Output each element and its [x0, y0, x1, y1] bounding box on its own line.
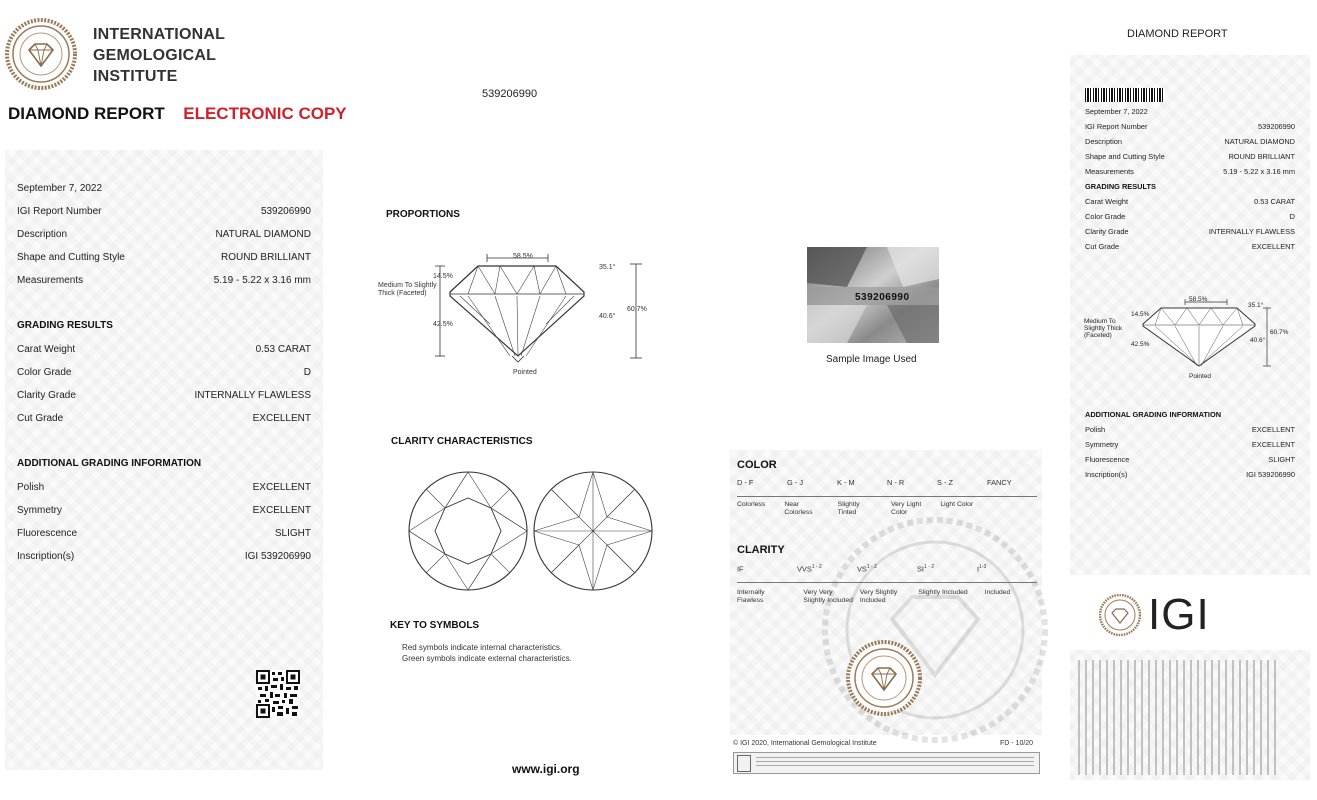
- report-date: September 7, 2022: [17, 183, 103, 194]
- summary-details: [1085, 104, 1295, 254]
- summary-row: Fluorescence SLIGHT: [1085, 455, 1295, 464]
- right-report-title: DIAMOND REPORT: [1127, 28, 1228, 40]
- girdle-thickness: Medium To Slightly Thick (Faceted): [378, 282, 437, 297]
- summary-crown-angle: 35.1°: [1248, 302, 1264, 309]
- summary-row: Measurements 5.19 - 5.22 x 3.16 mm: [1085, 167, 1295, 176]
- summary-row: Cut Grade EXCELLENT: [1085, 242, 1295, 251]
- clarity-scale-divider: [737, 582, 1037, 583]
- key-line-green: Green symbols indicate external characteristics.: [402, 654, 572, 663]
- clarity-desc: Internally Flawless: [737, 589, 765, 604]
- summary-pavilion-depth: 42.5%: [1131, 341, 1150, 348]
- rotated-fine-print: [1078, 660, 1278, 775]
- color-grade: FANCY: [987, 478, 1012, 487]
- clarity-desc: Very Very Slightly Included: [803, 589, 853, 604]
- summary-row: Shape and Cutting Style ROUND BRILLIANT: [1085, 152, 1295, 161]
- clarity-descriptions: [737, 589, 1037, 605]
- document-icon: [737, 755, 751, 772]
- key-to-symbols-heading: KEY TO SYMBOLS: [390, 620, 480, 631]
- grading-row: Carat Weight 0.53 CARAT: [17, 344, 311, 355]
- color-scale-divider: [737, 496, 1037, 497]
- summary-table-percent: 58.5%: [1189, 296, 1208, 303]
- summary-row: Description NATURAL DIAMOND: [1085, 137, 1295, 146]
- additional-row: Polish EXCELLENT: [17, 482, 311, 493]
- detail-row: Shape and Cutting Style ROUND BRILLIANT: [17, 252, 311, 263]
- color-desc: Light Color: [940, 501, 974, 508]
- igi-stamp-seal: [846, 640, 922, 716]
- summary-row: Clarity Grade INTERNALLY FLAWLESS: [1085, 227, 1295, 236]
- detail-row: Measurements 5.19 - 5.22 x 3.16 mm: [17, 275, 311, 286]
- key-line-red: Red symbols indicate internal characteristics.: [402, 643, 563, 652]
- detail-row: IGI Report Number 539206990: [17, 206, 311, 217]
- clarity-grade: SI$^{1 - 2}$: [917, 564, 934, 574]
- sample-caption: Sample Image Used: [826, 354, 917, 365]
- summary-total-depth: 60.7%: [1270, 329, 1289, 336]
- clarity-characteristics-heading: CLARITY CHARACTERISTICS: [391, 436, 533, 447]
- clarity-grade: IF: [737, 564, 744, 574]
- color-desc: Near Colorless: [784, 501, 813, 516]
- color-grade: D - F: [737, 478, 754, 487]
- igi-logo-text: IGI: [1148, 590, 1210, 639]
- crown-height: 14.5%: [433, 273, 453, 280]
- table-percent: 58.5%: [513, 253, 533, 260]
- additional-row: Symmetry EXCELLENT: [17, 505, 311, 516]
- total-depth: 60.7%: [627, 306, 647, 313]
- color-desc: Very Light Color: [890, 501, 922, 516]
- color-desc: Slightly Tinted: [837, 501, 860, 516]
- qr-code-icon[interactable]: [256, 670, 300, 718]
- logo-seal: [5, 18, 77, 90]
- clarity-desc: Slightly Included: [918, 589, 968, 596]
- summary-date: September 7, 2022: [1085, 107, 1148, 116]
- color-desc: Colorless: [737, 501, 766, 508]
- additional-row: Fluorescence SLIGHT: [17, 528, 311, 539]
- grading-row: Cut Grade EXCELLENT: [17, 413, 311, 424]
- electronic-copy-label: ELECTRONIC COPY: [183, 104, 347, 123]
- brand-name: INTERNATIONAL GEMOLOGICAL INSTITUTE: [93, 26, 226, 85]
- grading-results-heading: GRADING RESULTS: [17, 319, 113, 331]
- pavilion-depth: 42.5%: [433, 321, 453, 328]
- color-scale-heading: COLOR: [737, 459, 777, 471]
- fine-print-lines: [756, 757, 1034, 769]
- clarity-desc: Included: [984, 589, 1011, 596]
- summary-crown-height: 14.5%: [1131, 311, 1150, 318]
- clarity-grades: [737, 564, 1037, 578]
- form-code: FD - 10/20: [1000, 740, 1034, 747]
- color-grade: K - M: [837, 478, 855, 487]
- report-title: DIAMOND REPORT: [8, 104, 165, 123]
- culet: Pointed: [513, 369, 537, 376]
- clarity-scale-heading: CLARITY: [737, 544, 785, 556]
- sample-inscription-text: 539206990: [855, 292, 910, 303]
- clarity-plot-crown: [407, 470, 529, 592]
- summary-row: Inscription(s) IGI 539206990: [1085, 470, 1295, 479]
- summary-additional: [1085, 407, 1295, 482]
- clarity-scale: [737, 564, 1037, 605]
- summary-additional-heading: ADDITIONAL GRADING INFORMATION: [1085, 410, 1222, 419]
- grading-row: Color Grade D: [17, 367, 311, 378]
- proportions-heading: PROPORTIONS: [386, 209, 460, 220]
- report-title-bar: [8, 104, 347, 124]
- copyright: © IGI 2020, International Gemological Institute: [733, 740, 877, 747]
- igi-logo-seal: [1099, 594, 1141, 636]
- color-grades: [737, 478, 1037, 492]
- clarity-grade: VS$^{1 - 2}$: [857, 564, 877, 574]
- summary-row: Color Grade D: [1085, 212, 1295, 221]
- clarity-grade: $I^{1-3}$: [977, 564, 987, 574]
- grading-row: Clarity Grade INTERNALLY FLAWLESS: [17, 390, 311, 401]
- clarity-plot-pavilion: [532, 470, 654, 592]
- color-descriptions: [737, 501, 1037, 517]
- additional-row: Inscription(s) IGI 539206990: [17, 551, 311, 562]
- summary-row: IGI Report Number 539206990: [1085, 122, 1295, 131]
- summary-girdle: Medium To Slightly Thick (Faceted): [1084, 318, 1123, 339]
- clarity-desc: Very Slightly Included: [859, 589, 898, 604]
- additional-info-heading: ADDITIONAL GRADING INFORMATION: [17, 457, 202, 469]
- color-grade: N - R: [887, 478, 905, 487]
- color-grade: S - Z: [937, 478, 954, 487]
- summary-row: Polish EXCELLENT: [1085, 425, 1295, 434]
- pavilion-angle: 40.6°: [599, 313, 616, 320]
- summary-row: Carat Weight 0.53 CARAT: [1085, 197, 1295, 206]
- detail-row: Description NATURAL DIAMOND: [17, 229, 311, 240]
- report-number-top: 539206990: [482, 88, 538, 100]
- color-scale: [737, 478, 1037, 517]
- color-grade: G - J: [787, 478, 804, 487]
- summary-row: Symmetry EXCELLENT: [1085, 440, 1295, 449]
- website-link[interactable]: www.igi.org: [512, 762, 580, 776]
- summary-culet: Pointed: [1189, 373, 1212, 380]
- security-strip: [733, 752, 1040, 774]
- barcode: [1085, 88, 1165, 102]
- report-details: [17, 177, 311, 568]
- summary-grading-heading: GRADING RESULTS: [1085, 182, 1156, 191]
- color-desc: [996, 501, 1037, 517]
- summary-pavilion-angle: 40.6°: [1250, 337, 1266, 344]
- clarity-grade: VVS$^{1 - 2}$: [797, 564, 822, 574]
- crown-angle: 35.1°: [599, 264, 616, 271]
